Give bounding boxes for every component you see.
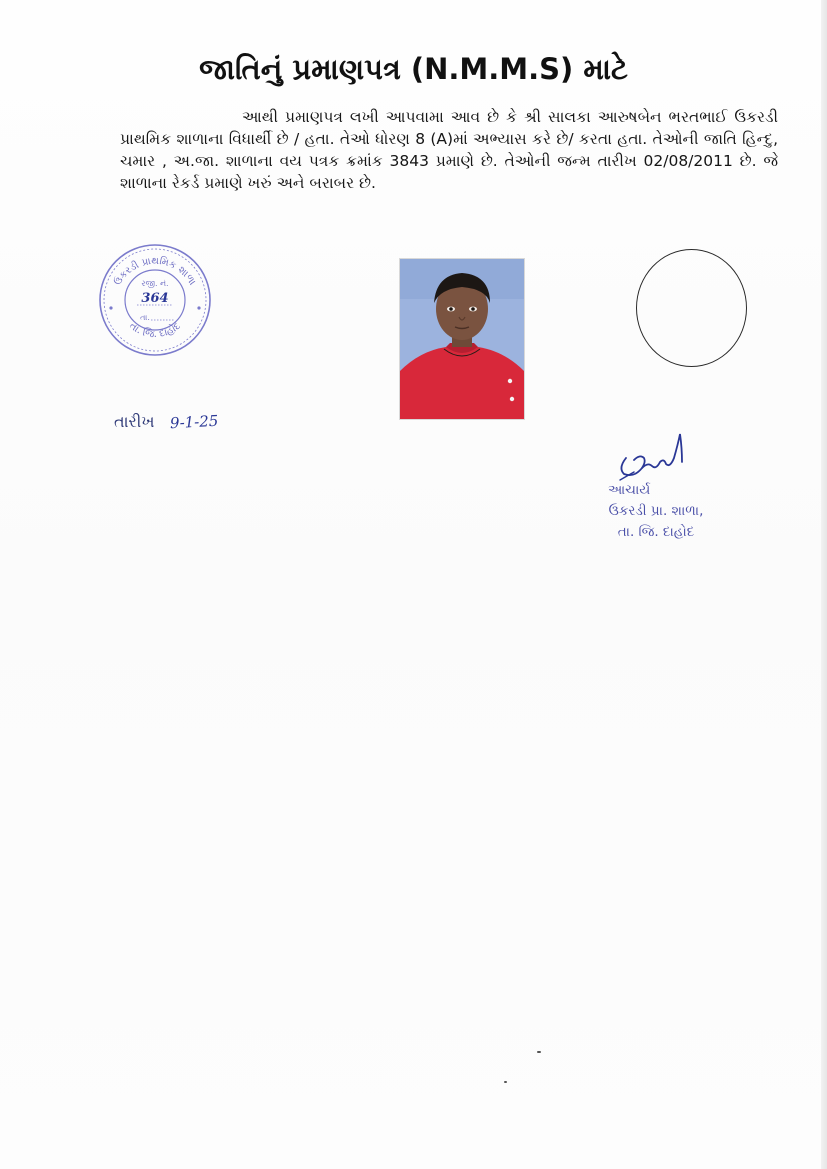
- signatory-role: આચાર્ય: [608, 482, 651, 498]
- school-stamp: [97, 242, 213, 358]
- blank-seal-circle: [636, 249, 747, 367]
- date-label: તારીખ: [114, 412, 155, 431]
- certificate-body: આથી પ્રમાણપત્ર લખી આપવામા આવ છે કે શ્રી સાલકા આરુષબેન ભરતભાઈ ઉકરડી પ્રાથમિક શાળાના વિધાર્થી છે / હતા. તેઓ ધોરણ 8 (A)માં અભ્યાસ કરે છે/ કરતા હતા. તેઓની જાતિ હિન્દુ, ચમાર , અ.જા. શાળાના વય પત્રક ક્રમાંક 3843 પ્રમાણે છે. તેઓની જન્મ તારીખ 02/08/2011 છે. જે શાળાના રેકર્ડ પ્રમાણે ખરું અને બરાબર છે.: [120, 108, 778, 192]
- student-photo: [399, 258, 525, 420]
- principal-signature: [612, 428, 692, 482]
- signatory-school: ઉકરડી પ્રા. શાળા,: [608, 503, 704, 519]
- stamp-reg-number: 364: [141, 291, 169, 306]
- svg-text:તા. જિ. દાહોદ: [127, 320, 183, 340]
- paper-speck: [504, 1081, 507, 1083]
- stamp-reg-label: રજી. નં.: [141, 279, 169, 288]
- page-edge: [821, 0, 827, 1169]
- signatory-place: તા. જિ. દાહોદ: [617, 524, 695, 540]
- date-value: 9-1-25: [169, 411, 219, 433]
- stamp-ta-label: તા.: [140, 313, 150, 322]
- paper-speck: [537, 1051, 541, 1053]
- certificate-title: જાતિનું પ્રમાણપત્ર (N.M.M.S) માટે: [199, 52, 628, 86]
- stamp-top-text: ઉકરડી પ્રાથમિક શાળા: [112, 255, 198, 288]
- date-row: [114, 412, 218, 432]
- stamp-bottom-text: તા. જિ. દાહોદ: [127, 320, 183, 341]
- signatory-block: [586, 480, 726, 543]
